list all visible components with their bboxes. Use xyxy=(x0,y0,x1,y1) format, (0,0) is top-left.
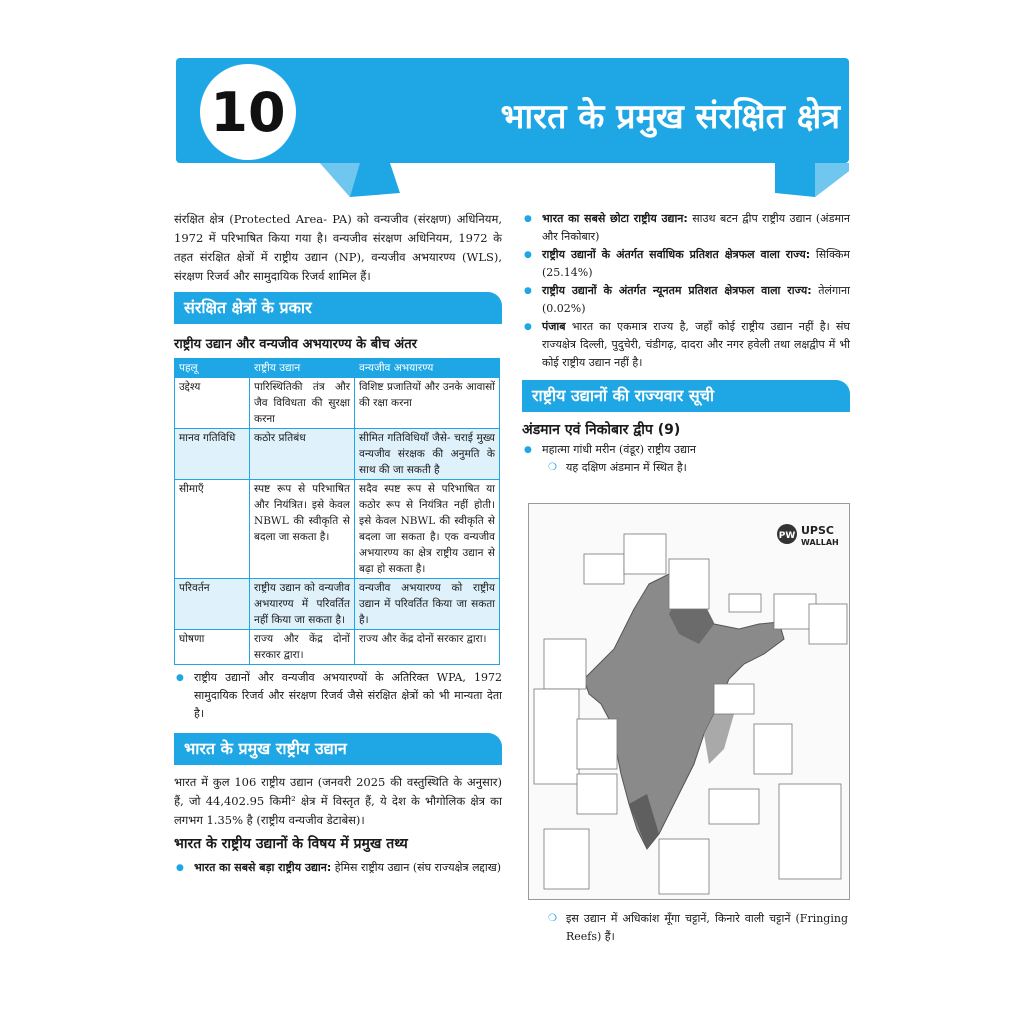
ribbon-left-decor xyxy=(320,163,400,197)
table-title: राष्ट्रीय उद्यान और वन्यजीव अभयारण्य के बीच अंतर xyxy=(174,337,417,352)
table-cell: सीमित गतिविधियाँ जैसे- चराई मुख्य वन्यजीव संरक्षक की अनुमति के साथ की जा सकती है xyxy=(355,429,500,480)
table-note-list xyxy=(174,669,502,723)
fact-label: राष्ट्रीय उद्यानों के अंतर्गत सर्वाधिक प्रतिशत क्षेत्रफल वाला राज्य: xyxy=(542,248,811,261)
table-row xyxy=(175,579,500,630)
chapter-title: भारत के प्रमुख संरक्षित क्षेत्र xyxy=(500,97,840,137)
intro-paragraph: संरक्षित क्षेत्र (Protected Area- PA) को वन्यजीव (संरक्षण) अधिनियम, 1972 में परिभाषित किया गया है। वन्यजीव संरक्षण अधिनियम, 1972 के तहत संरक्षित क्षेत्रों में राष्ट्रीय उद्यान (NP), वन्यजीव अभयारण्य (WLS), संरक्षण रिजर्व और सामुदायिक रिजर्व शामिल हैं। xyxy=(174,212,502,283)
table-row xyxy=(175,429,500,480)
list-item: ● महात्मा गांधी मरीन (वंडूर) राष्ट्रीय उद्यान xyxy=(522,441,850,459)
list-item xyxy=(522,318,850,372)
table-cell: परिवर्तन xyxy=(175,579,250,630)
andaman-list xyxy=(522,441,850,459)
table-cell: स्पष्ट रूप से परिभाषित और नियंत्रित। इसे केवल NBWL की स्वीकृति से बदला जा सकता है। xyxy=(250,480,355,579)
table-cell: राज्य और केंद्र दोनों सरकार द्वारा। xyxy=(250,630,355,665)
table-cell: राज्य और केंद्र दोनों सरकार द्वारा। xyxy=(355,630,500,665)
right-column xyxy=(522,210,850,477)
fact-text: सिक्किम (25.14%) xyxy=(542,248,851,279)
table-cell: सीमाएँ xyxy=(175,480,250,579)
table-cell: विशिष्ट प्रजातियों और उनके आवासों की रक्षा करना xyxy=(355,378,500,429)
fact-label: भारत का सबसे बड़ा राष्ट्रीय उद्यान: xyxy=(194,861,332,874)
facts-list-right xyxy=(522,210,850,372)
table-cell: कठोर प्रतिबंध xyxy=(250,429,355,480)
table-row xyxy=(175,378,500,429)
fact-text: हेमिस राष्ट्रीय उद्यान (संघ राज्यक्षेत्र लद्दाख) xyxy=(331,861,502,874)
list-item xyxy=(522,210,850,246)
andaman-sublist-2 xyxy=(546,910,848,946)
table-header-row xyxy=(175,359,500,378)
table-cell: मानव गतिविधि xyxy=(175,429,250,480)
logo-line-2: WALLAH xyxy=(801,538,839,547)
table-cell: सदैव स्पष्ट रूप से परिभाषित या कठोर रूप से नियंत्रित नहीं होती। इसे केवल NBWL की स्वीकृति से बदला जा सकता है। एक वन्यजीव अभयारण्य का क्षेत्र राष्ट्रीय उद्यान से बढ़ा हो सकता है। xyxy=(355,480,500,579)
list-item: ❍ इस उद्यान में अधिकांश मूँगा चट्टानें, किनारे वाली चट्टानें (Fringing Reefs) हैं। xyxy=(546,910,848,946)
fact-text: तेलंगाना (0.02%) xyxy=(542,284,850,315)
left-column xyxy=(174,210,502,877)
table-row xyxy=(175,480,500,579)
andaman-sublist xyxy=(522,459,850,477)
section-heading-statewise: राष्ट्रीय उद्यानों की राज्यवार सूची xyxy=(522,380,850,412)
section-heading-national-parks: भारत के प्रमुख राष्ट्रीय उद्यान xyxy=(174,733,502,765)
table-header-cell: वन्यजीव अभयारण्य xyxy=(355,359,500,378)
list-item xyxy=(522,246,850,282)
np-paragraph: भारत में कुल 106 राष्ट्रीय उद्यान (जनवरी 2025 की वस्तुस्थिति के अनुसार) हैं, जो 44,402.95 किमी² क्षेत्र में विस्तृत हैं, ये देश के भौगोलिक क्षेत्र का लगभग 1.35% है (राष्ट्रीय वन्यजीव डेटाबेस)। xyxy=(174,775,502,827)
list-item xyxy=(522,282,850,318)
chapter-number: 10 xyxy=(200,64,296,160)
list-item: ❍ यह दक्षिण अंडमान में स्थित है। xyxy=(546,459,850,477)
section-heading-types: संरक्षित क्षेत्रों के प्रकार xyxy=(174,292,502,324)
andaman-title: अंडमान एवं निकोबार द्वीप (9) xyxy=(522,422,681,438)
pw-logo-mark: PW xyxy=(778,531,796,541)
comparison-table xyxy=(174,358,500,665)
fact-label: पंजाब xyxy=(542,320,566,333)
india-map-graphic xyxy=(529,504,849,899)
fact-label: भारत का सबसे छोटा राष्ट्रीय उद्यान: xyxy=(542,212,688,225)
ribbon-right-decor xyxy=(775,163,849,197)
facts-title: भारत के राष्ट्रीय उद्यानों के विषय में प्रमुख तथ्य xyxy=(174,836,408,852)
logo-line-1: UPSC xyxy=(801,524,834,537)
table-cell: वन्यजीव अभयारण्य को राष्ट्रीय उद्यान में परिवर्तित किया जा सकता है। xyxy=(355,579,500,630)
table-cell: पारिस्थितिकी तंत्र और जैव विविधता की सुरक्षा करना xyxy=(250,378,355,429)
table-row xyxy=(175,630,500,665)
table-header-cell: राष्ट्रीय उद्यान xyxy=(250,359,355,378)
fact-text: साउथ बटन द्वीप राष्ट्रीय उद्यान (अंडमान और निकोबार) xyxy=(542,212,850,243)
fact-text: भारत का एकमात्र राज्य है, जहाँ कोई राष्ट्रीय उद्यान नहीं है। संघ राज्यक्षेत्र दिल्ली, पुदुचेरी, चंडीगढ़, दादरा और नगर हवेली तथा लक्षद्वीप में भी कोई राष्ट्रीय उद्यान नहीं है। xyxy=(542,320,850,369)
india-national-parks-map xyxy=(528,503,850,900)
table-cell: राष्ट्रीय उद्यान को वन्यजीव अभयारण्य में परिवर्तित नहीं किया जा सकता है। xyxy=(250,579,355,630)
list-item xyxy=(174,859,502,877)
table-header-cell: पहलू xyxy=(175,359,250,378)
table-cell: उद्देश्य xyxy=(175,378,250,429)
fact-label: राष्ट्रीय उद्यानों के अंतर्गत न्यूनतम प्रतिशत क्षेत्रफल वाला राज्य: xyxy=(542,284,812,297)
list-item: ● राष्ट्रीय उद्यानों और वन्यजीव अभयारण्यों के अतिरिक्त WPA, 1972 सामुदायिक रिजर्व और संरक्षण रिजर्व जैसे संरक्षित क्षेत्रों को भी मान्यता देता है। xyxy=(174,669,502,723)
facts-list-left xyxy=(174,859,502,877)
table-cell: घोषणा xyxy=(175,630,250,665)
